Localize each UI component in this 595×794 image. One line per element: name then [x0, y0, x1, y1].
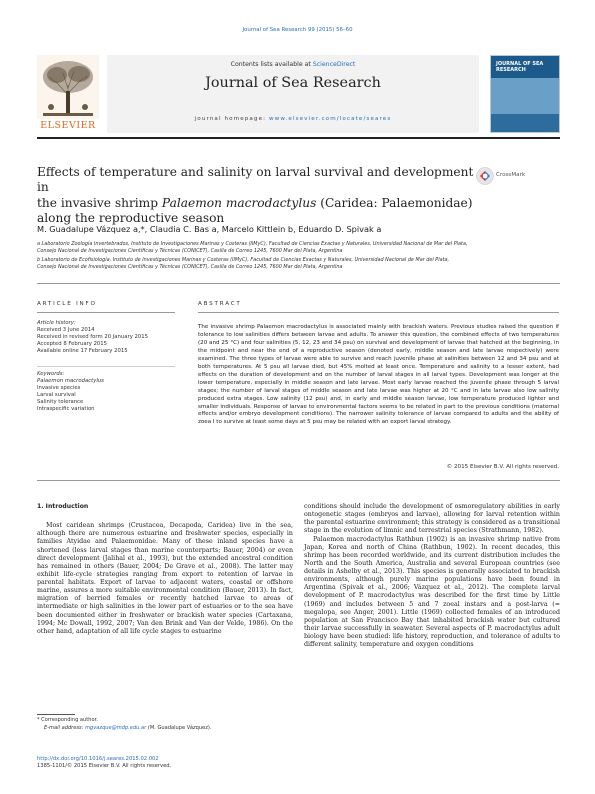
crossmark-label: CrossMark	[496, 172, 526, 178]
crossmark-icon	[476, 167, 494, 185]
email-suffix: (M. Guadalupe Vázquez).	[146, 724, 212, 731]
intro-right-column	[304, 503, 560, 649]
title-line-2-post: (Caridea: Palaemonidae)	[316, 195, 473, 210]
history-accepted: Accepted 8 February 2015	[37, 341, 108, 348]
history-label: Article history:	[37, 320, 76, 326]
journal-cover-thumbnail[interactable]	[490, 55, 560, 133]
doi-link[interactable]: http://dx.doi.org/10.1016/j.seares.2015.02.002	[37, 756, 159, 762]
journal-citation-link[interactable]: Journal of Sea Research 99 (2015) 56–60	[242, 27, 353, 33]
history-online: Available online 17 February 2015	[37, 348, 128, 355]
keywords-rule	[37, 366, 175, 367]
article-title	[37, 165, 477, 227]
issn-line: 1385-1101/© 2015 Elsevier B.V. All rights reserved.	[37, 763, 172, 770]
keywords-block	[37, 371, 172, 414]
journal-masthead	[37, 55, 560, 133]
intro-left-column	[37, 503, 293, 636]
article-info-rule	[37, 312, 175, 313]
abstract-rule	[198, 312, 559, 313]
footnote-rule	[37, 714, 75, 715]
keyword-item: Salinity tolerance	[37, 399, 84, 406]
keywords-label: Keywords:	[37, 371, 65, 377]
intro-paragraph: conditions should include the development of osmoregulatory abilities in early ontogenetic stages (embryos and larvae), allowing for larval retention within the parental estuarine environment; this strategy is considered as a transitional stage in the evolution of limnic and terrestrial species (Strathmann, 1982).	[304, 503, 561, 535]
sciencedirect-link[interactable]: ScienceDirect	[312, 61, 356, 68]
article-info-heading: ARTICLE INFO	[37, 301, 97, 307]
corresponding-label: * Corresponding author.	[37, 717, 98, 723]
affiliation-rule	[37, 283, 560, 284]
affiliation-a-line2: Consejo Nacional de Investigaciones Científicas y Técnicas (CONICET), Casilla de Correo 1245, 7600 Mar del Plata, Argentina	[37, 248, 343, 254]
title-line-2-pre: the invasive shrimp	[37, 195, 162, 210]
abstract-copyright: © 2015 Elsevier B.V. All rights reserved.	[446, 464, 559, 470]
history-received: Received 3 June 2014	[37, 327, 95, 334]
cover-bottom-band	[491, 114, 559, 133]
doi-block	[37, 756, 171, 770]
crossmark-badge[interactable]	[476, 167, 556, 185]
title-line-1: Effects of temperature and salinity on larval survival and development in	[37, 165, 474, 195]
masthead-rule	[37, 137, 560, 139]
keyword-item: Larval survival	[37, 392, 76, 399]
homepage-prefix: journal homepage:	[194, 116, 269, 122]
journal-homepage-line	[107, 116, 479, 122]
title-species-name: Palaemon macrodactylus	[161, 195, 317, 210]
contents-available-line	[107, 61, 479, 68]
intro-paragraph: Palaemon macrodactylus Rathbun (1902) is an invasive shrimp native from Japan, Korea and north of China (Rathbun, 1902). In recent decades, this shrimp has been recorded worldwide, and its current distribution includes the North and the South America, Australia and several European countries (see details in Ashelby et al., 2013). This species is generally associated to brackish environments, although purely marine populations have been found in Argentina (Spivak et al., 2006; Vázquez et al., 2012). The complete larval development of P. macrodactylus was described for the first time by Little (1969) and includes between 5 and 7 zoeal instars and a post-larva (= megalopa, see Anger, 2001). Little (1969) collected females of an introduced population at San Francisco Bay that inhabited brackish water but cultured their larvae successfully in seawater. Several aspects of P. macrodactylus adult biology have been studied: life history, reproduction, and tolerance of adults to different salinity, temperature and oxygen conditions	[304, 535, 560, 649]
keyword-item: Intraspecific variation	[37, 406, 95, 413]
email-line	[37, 725, 293, 733]
history-revised: Received in revised form 20 January 2015	[37, 334, 148, 341]
keyword-item: Invasive species	[37, 385, 81, 392]
corresponding-author-footnote	[37, 717, 293, 732]
cover-title: JOURNAL OF SEA RESEARCH	[496, 61, 544, 73]
intro-paragraph: Most caridean shrimps (Crustacea, Decapoda, Caridea) live in the sea, although there are numerous estuarine and freshwater species, especially in families Atyidae and Palaemonidae. Many of these inland species have a shortened (less larval stages than marine counterparts; Bauer, 2004) or even direct development (Jalihal et al., 1993), but the extended ancestral condition has remained in others (Bauer, 2004; De Grave et al., 2008). The latter may exhibit life-cycle strategies ranging from export to retention of larvae in parental habitats. Export of larvae to adjacent waters, coastal or offshore marine, assures a more suitable environmental condition (Bauer, 2013). In fact, migration of berried females or recently hatched larvae to areas of intermediate or high salinities in the lower part of estuaries or to the sea have been documented either in freshwater or brackish water species (Cartaxana, 1994; Mc Dowall, 1992, 2007; Van den Brink and Van der Velde, 1986). On the other hand, adaptation of all life cycle stages to estuarine	[37, 522, 293, 635]
author-list: M. Guadalupe Vázquez a,*, Claudia C. Bas a, Marcelo Kittlein b, Eduardo D. Spivak a	[37, 224, 382, 234]
email-link[interactable]: mgvazque@mdp.edu.ar	[85, 724, 147, 731]
affiliation-b-line1: b Laboratorio de Ecofisiología, Instituto de Investigaciones Marinas y Costeras (IIMyC), Facultad de Ciencias Exactas y Naturales, Universidad Nacional de Mar del Plata,	[37, 257, 450, 263]
masthead-banner	[107, 55, 479, 133]
title-line-3: along the reproductive season	[37, 211, 225, 226]
homepage-link[interactable]: www.elsevier.com/locate/seares	[268, 116, 392, 122]
contents-prefix: Contents lists available at	[230, 61, 313, 68]
article-history	[37, 320, 172, 355]
email-label: E-mail address:	[44, 724, 86, 731]
introduction-heading: 1. Introduction	[37, 503, 89, 510]
abstract-text: The invasive shrimp Palaemon macrodactylus is associated mainly with brackish waters. Previous studies raised the question if tolerance to low salinities differs between larvae and adults. To answer this question, the combined effects of two temperatures (20 and 25 °C) and four salinities (5, 12, 23 and 34 psu) on survival and development of larvae that hatched at the beginning, in the midpoint and near the end of a reproductive season (denoted early, middle season and late larvae respectively) were examined. The three types of larvae were able to survive and reach juvenile phase at salinities between 12 and 34 psu and at both temperatures. At 5 psu all larvae died, but 45% molted at least once. Temperature and salinity to a lesser extent, had effects on the duration of development and on the number of larval stages in all larval types. Development was longer at the lower temperature, especially in middle season and late larvae. Most early larvae reached the juvenile phase through 5 larval stages; the number of larval stages of middle season and late larvae was higher at 20 °C and in late larvae also low salinity produced extra stages. Low salinity (12 psu) and, in early and middle season larvae, low temperature produced lighter and smaller individuals. Response of larvae to environmental factors seems to be related in part to the previous conditions (maternal effects and/or embryo development conditions). The narrower salinity tolerance of larvae compared to adults and the ability of zoea I to survive at least some days at 5 psu may be related with an export larval strategy.	[198, 324, 559, 426]
cover-image-band	[491, 78, 559, 114]
publisher-name: ELSEVIER	[40, 120, 96, 131]
abstract-bottom-rule	[37, 480, 560, 481]
keyword-item: Palaemon macrodactylus	[37, 378, 104, 385]
abstract-heading: ABSTRACT	[198, 301, 242, 307]
affiliation-a-line1: a Laboratorio Zoología Invertebrados, Instituto de Investigaciones Marinas y Costeras (IIMyC), Facultad de Ciencias Exactas y Naturales, Universidad Nacional de Mar del Plata,	[37, 241, 468, 247]
journal-name: Journal of Sea Research	[205, 75, 381, 91]
affiliation-b-line2: Consejo Nacional de Investigaciones Científicas y Técnicas (CONICET), Casilla de Correo 1245, 7600 Mar del Plata, Argentina	[37, 264, 343, 270]
